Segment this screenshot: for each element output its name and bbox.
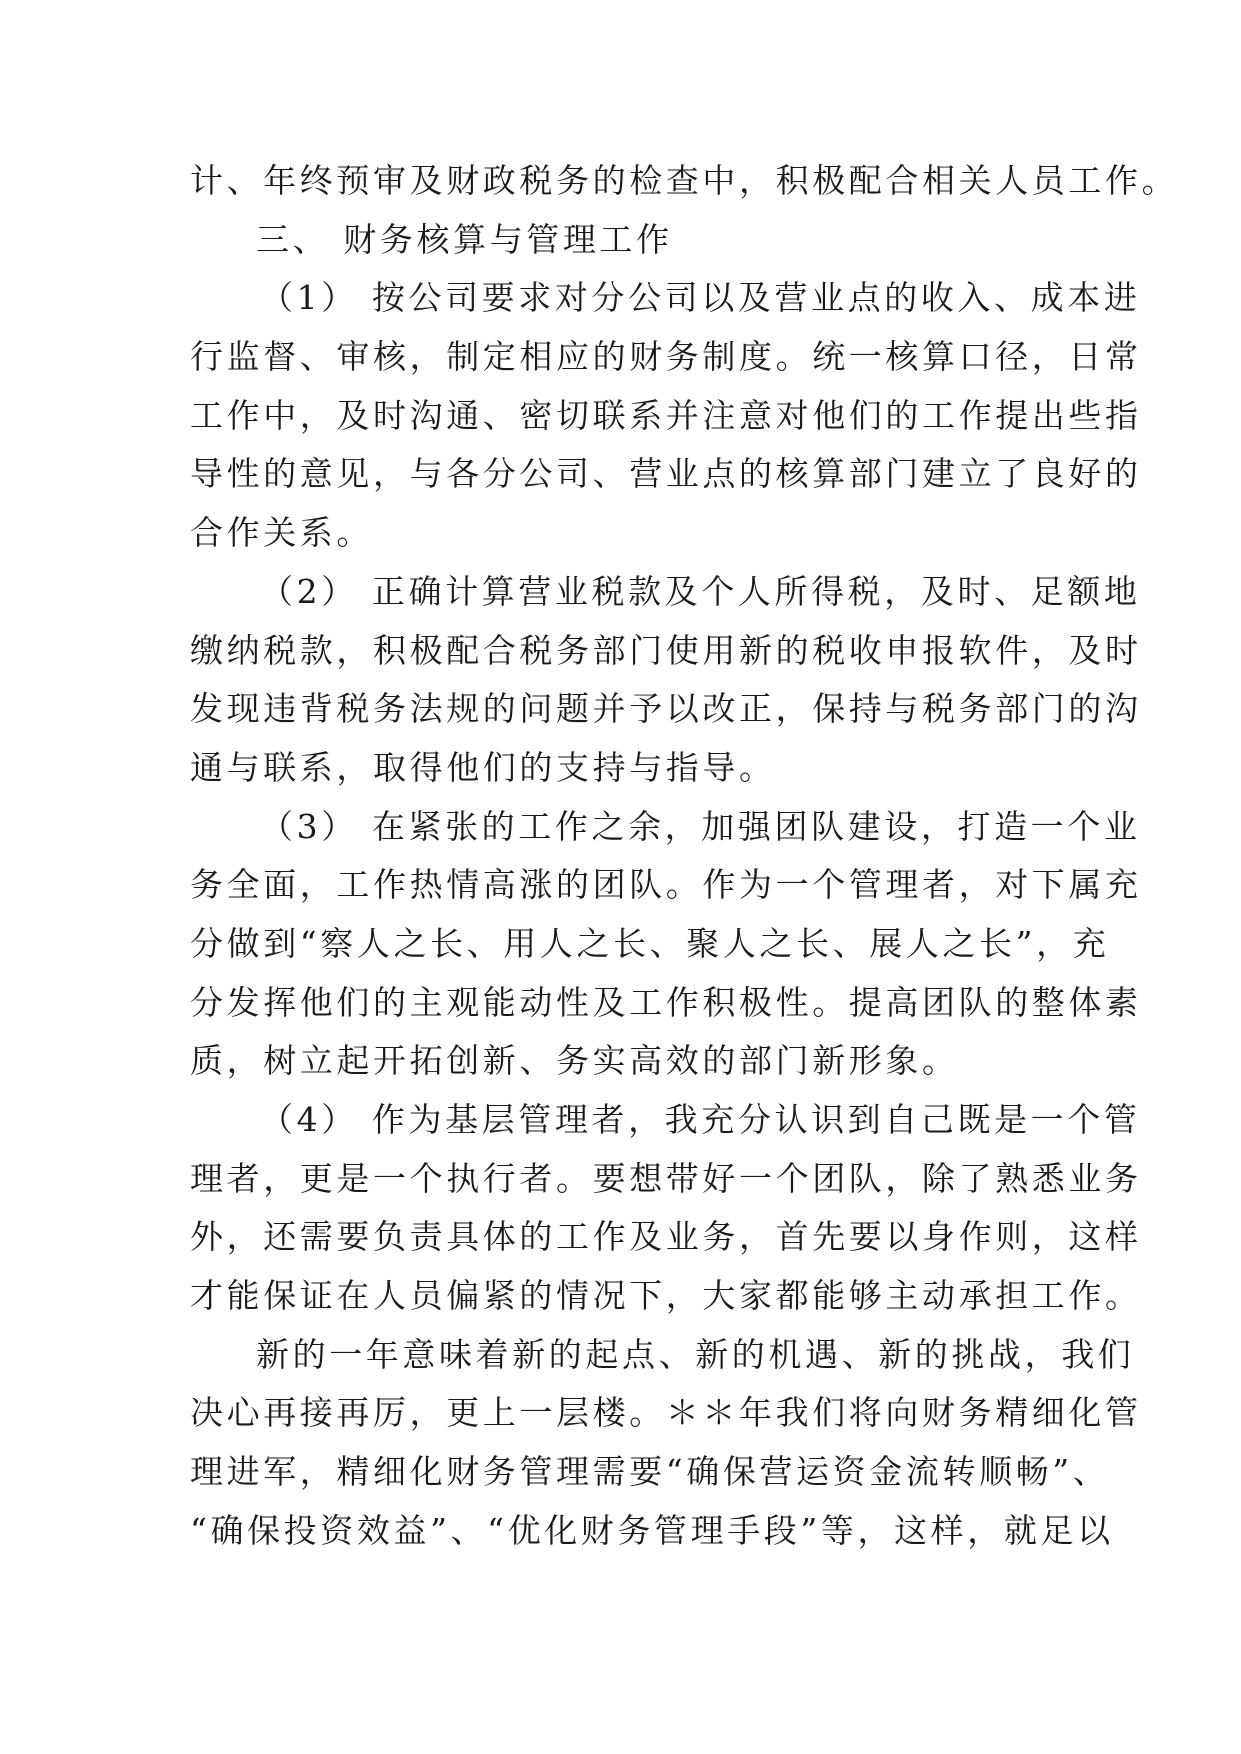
text-line: 理进军，精细化财务管理需要“确保营运资金流转顺畅”、 — [190, 1452, 1110, 1492]
text-line: 缴纳税款，积极配合税务部门使用新的税收申报软件，及时 — [190, 630, 1142, 670]
text-line: 才能保证在人员偏紧的情况下，大家都能够主动承担工作。 — [190, 1276, 1142, 1316]
text-line: 行监督、审核，制定相应的财务制度。统一核算口径，日常 — [190, 337, 1142, 377]
text-line: 通与联系，取得他们的支持与指导。 — [190, 747, 776, 787]
text-line: 质，树立起开拓创新、务实高效的部门新形象。 — [190, 1041, 959, 1081]
text-line: 新的一年意味着新的起点、新的机遇、新的挑战，我们 — [256, 1334, 1135, 1374]
text-line: “确保投资效益”、“优化财务管理手段”等，这样，就足以 — [190, 1510, 1114, 1550]
text-line: 导性的意见，与各分公司、营业点的核算部门建立了良好的 — [190, 454, 1142, 494]
text-line: 分发挥他们的主观能动性及工作积极性。提高团队的整体素 — [190, 982, 1142, 1022]
text-line: 务全面，工作热情高涨的团队。作为一个管理者，对下属充 — [190, 865, 1142, 905]
text-line: 发现违背税务法规的问题并予以改正，保持与税务部门的沟 — [190, 689, 1142, 729]
text-line: （4） 作为基层管理者，我充分认识到自己既是一个管 — [260, 1100, 1141, 1139]
text-line: （3） 在紧张的工作之余，加强团队建设，打造一个业 — [260, 806, 1141, 846]
text-line: 合作关系。 — [190, 513, 373, 553]
text-line: 计、年终预审及财政税务的检查中，积极配合相关人员工作。 — [190, 161, 1179, 200]
section-heading: 三、 财务核算与管理工作 — [256, 219, 673, 259]
text-line: 分做到“察人之长、用人之长、聚人之长、展人之长”，充 — [190, 923, 1110, 963]
text-line: 决心再接再厉，更上一层楼。＊＊年我们将向财务精细化管 — [190, 1393, 1142, 1433]
text-line: 理者，更是一个执行者。要想带好一个团队，除了熟悉业务 — [190, 1158, 1142, 1198]
document-body — [190, 152, 1179, 1561]
text-line: 工作中，及时沟通、密切联系并注意对他们的工作提出些指 — [190, 395, 1142, 435]
text-line: （2） 正确计算营业税款及个人所得税，及时、足额地 — [260, 571, 1141, 611]
text-line: （1） 按公司要求对分公司以及营业点的收入、成本进 — [260, 278, 1141, 318]
text-line: 外，还需要负责具体的工作及业务，首先要以身作则，这样 — [190, 1217, 1142, 1257]
